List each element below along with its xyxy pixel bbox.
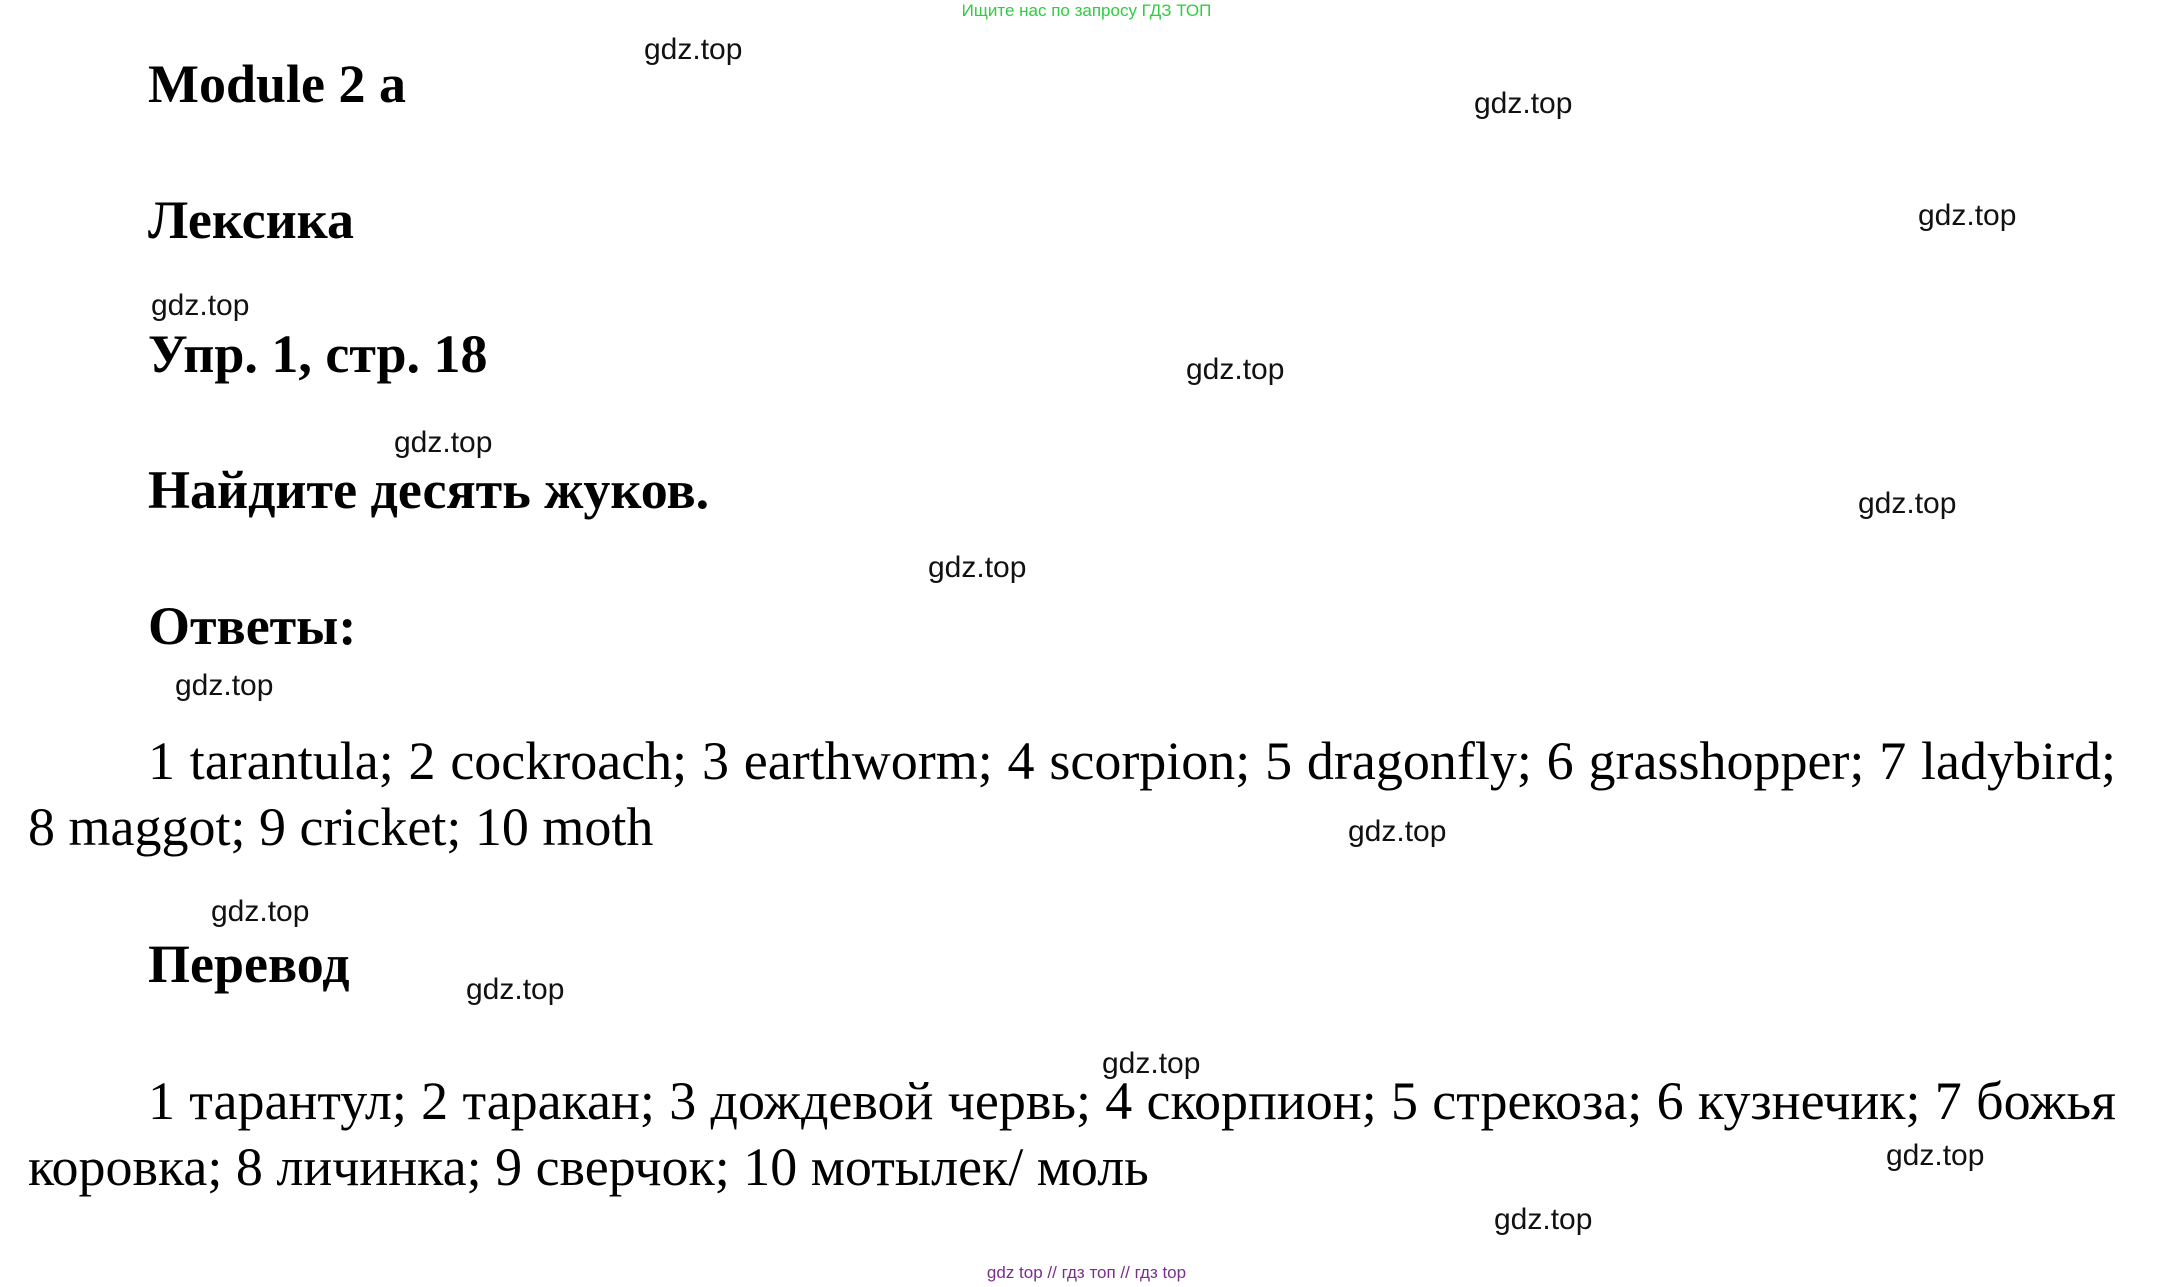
watermark: gdz.top — [1918, 199, 2017, 232]
watermark: gdz.top — [211, 895, 310, 928]
watermark: gdz.top — [151, 289, 250, 322]
watermark: gdz.top — [466, 973, 565, 1006]
footer-links: gdz top // гдз топ // гдз top — [986, 1263, 1187, 1282]
answers-title: Ответы: — [148, 596, 357, 656]
watermark: gdz.top — [175, 669, 274, 702]
watermark: gdz.top — [1858, 487, 1957, 520]
watermark: gdz.top — [1886, 1139, 1985, 1172]
watermark: gdz.top — [1186, 353, 1285, 386]
answers-text: 1 tarantula; 2 cockroach; 3 earthworm; 4 scorpion; 5 dragonfly; 6 grasshopper; 7 ladybird; 8 maggot; 9 cricket; 10 moth — [28, 731, 2116, 857]
watermark: gdz.top — [1348, 815, 1447, 848]
top-banner: Ищите нас по запросу ГДЗ ТОП — [961, 1, 1212, 20]
module-title: Module 2 a — [148, 54, 407, 114]
watermark: gdz.top — [1474, 87, 1573, 120]
watermark: gdz.top — [1102, 1047, 1201, 1080]
exercise-title: Упр. 1, стр. 18 — [148, 324, 488, 384]
section-title: Лексика — [148, 190, 354, 250]
watermark: gdz.top — [1494, 1203, 1593, 1236]
translation-text: 1 тарантул; 2 таракан; 3 дождевой червь; 4 скорпион; 5 стрекоза; 6 кузнечик; 7 божья коровка; 8 личинка; 9 сверчок; 10 мотылек/ моль — [28, 1071, 2116, 1197]
watermark: gdz.top — [928, 551, 1027, 584]
task-title: Найдите десять жуков. — [148, 460, 710, 520]
translation-title: Перевод — [148, 934, 350, 994]
watermark: gdz.top — [394, 426, 493, 459]
watermark: gdz.top — [644, 33, 743, 66]
